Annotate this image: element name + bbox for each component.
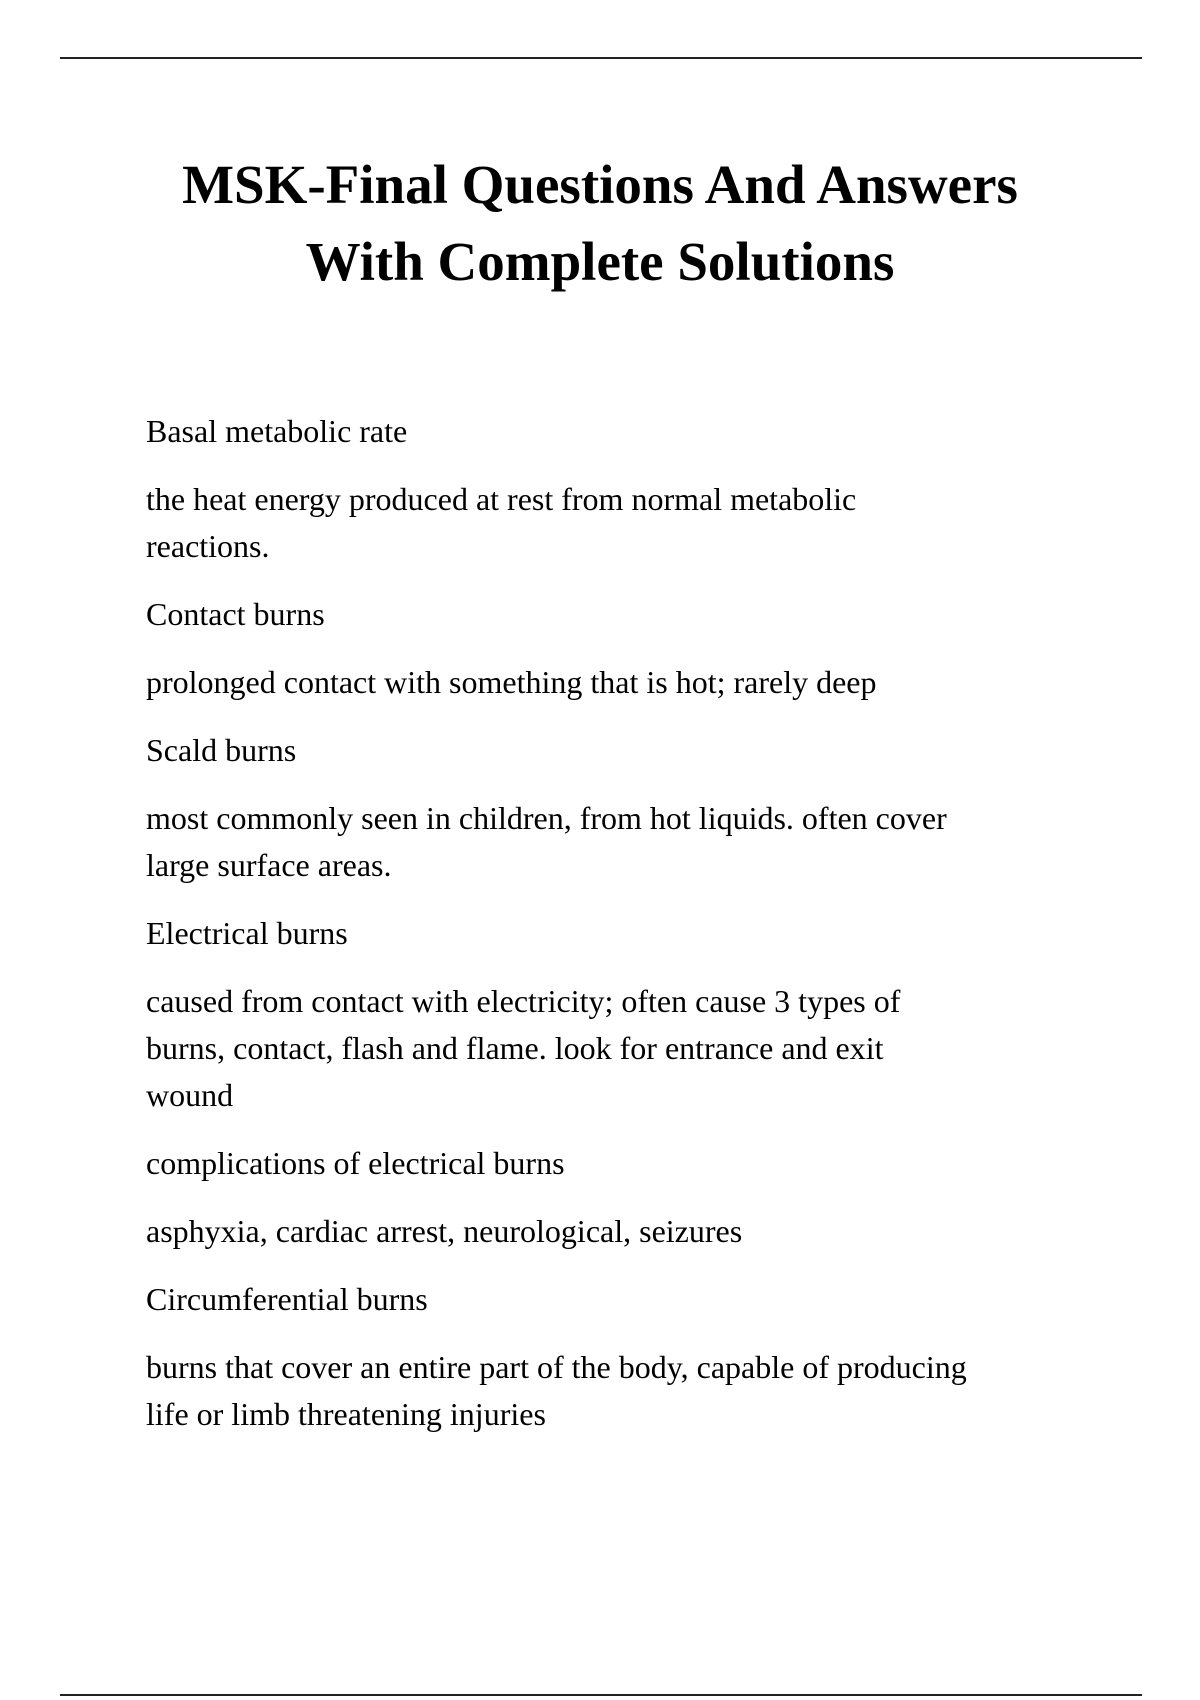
term	[146, 1140, 1146, 1187]
text-line: asphyxia, cardiac arrest, neurological, seizures	[146, 1213, 743, 1249]
term	[146, 1276, 1146, 1323]
text-line: large surface areas.	[146, 847, 392, 883]
definition	[146, 659, 1146, 706]
text-line: reactions.	[146, 528, 270, 564]
text-line: Scald burns	[146, 732, 297, 768]
footer-rule	[60, 1694, 1142, 1696]
text-line: Basal metabolic rate	[146, 413, 408, 449]
definition	[146, 1208, 1146, 1255]
text-line: Contact burns	[146, 596, 325, 632]
title-line: MSK-Final Questions And Answers	[182, 154, 1018, 215]
term	[146, 408, 1146, 455]
definition	[146, 978, 1146, 1119]
definition	[146, 476, 1146, 570]
header-rule	[60, 57, 1142, 59]
text-line: Circumferential burns	[146, 1281, 428, 1317]
term	[146, 591, 1146, 638]
text-line: prolonged contact with something that is hot; rarely deep	[146, 664, 877, 700]
text-line: the heat energy produced at rest from normal metabolic	[146, 481, 857, 517]
text-line: caused from contact with electricity; often cause 3 types of	[146, 983, 901, 1019]
document-body	[146, 408, 1146, 1459]
term	[146, 727, 1146, 774]
text-line: most commonly seen in children, from hot liquids. often cover	[146, 800, 947, 836]
definition	[146, 1344, 1146, 1438]
definition	[146, 795, 1146, 889]
text-line: wound	[146, 1077, 234, 1113]
text-line: burns that cover an entire part of the body, capable of producing	[146, 1349, 967, 1385]
text-line: Electrical burns	[146, 915, 348, 951]
text-line: burns, contact, flash and flame. look for entrance and exit	[146, 1030, 884, 1066]
term	[146, 910, 1146, 957]
document-title	[0, 146, 1200, 300]
title-line: With Complete Solutions	[305, 231, 895, 292]
text-line: complications of electrical burns	[146, 1145, 565, 1181]
text-line: life or limb threatening injuries	[146, 1396, 546, 1432]
